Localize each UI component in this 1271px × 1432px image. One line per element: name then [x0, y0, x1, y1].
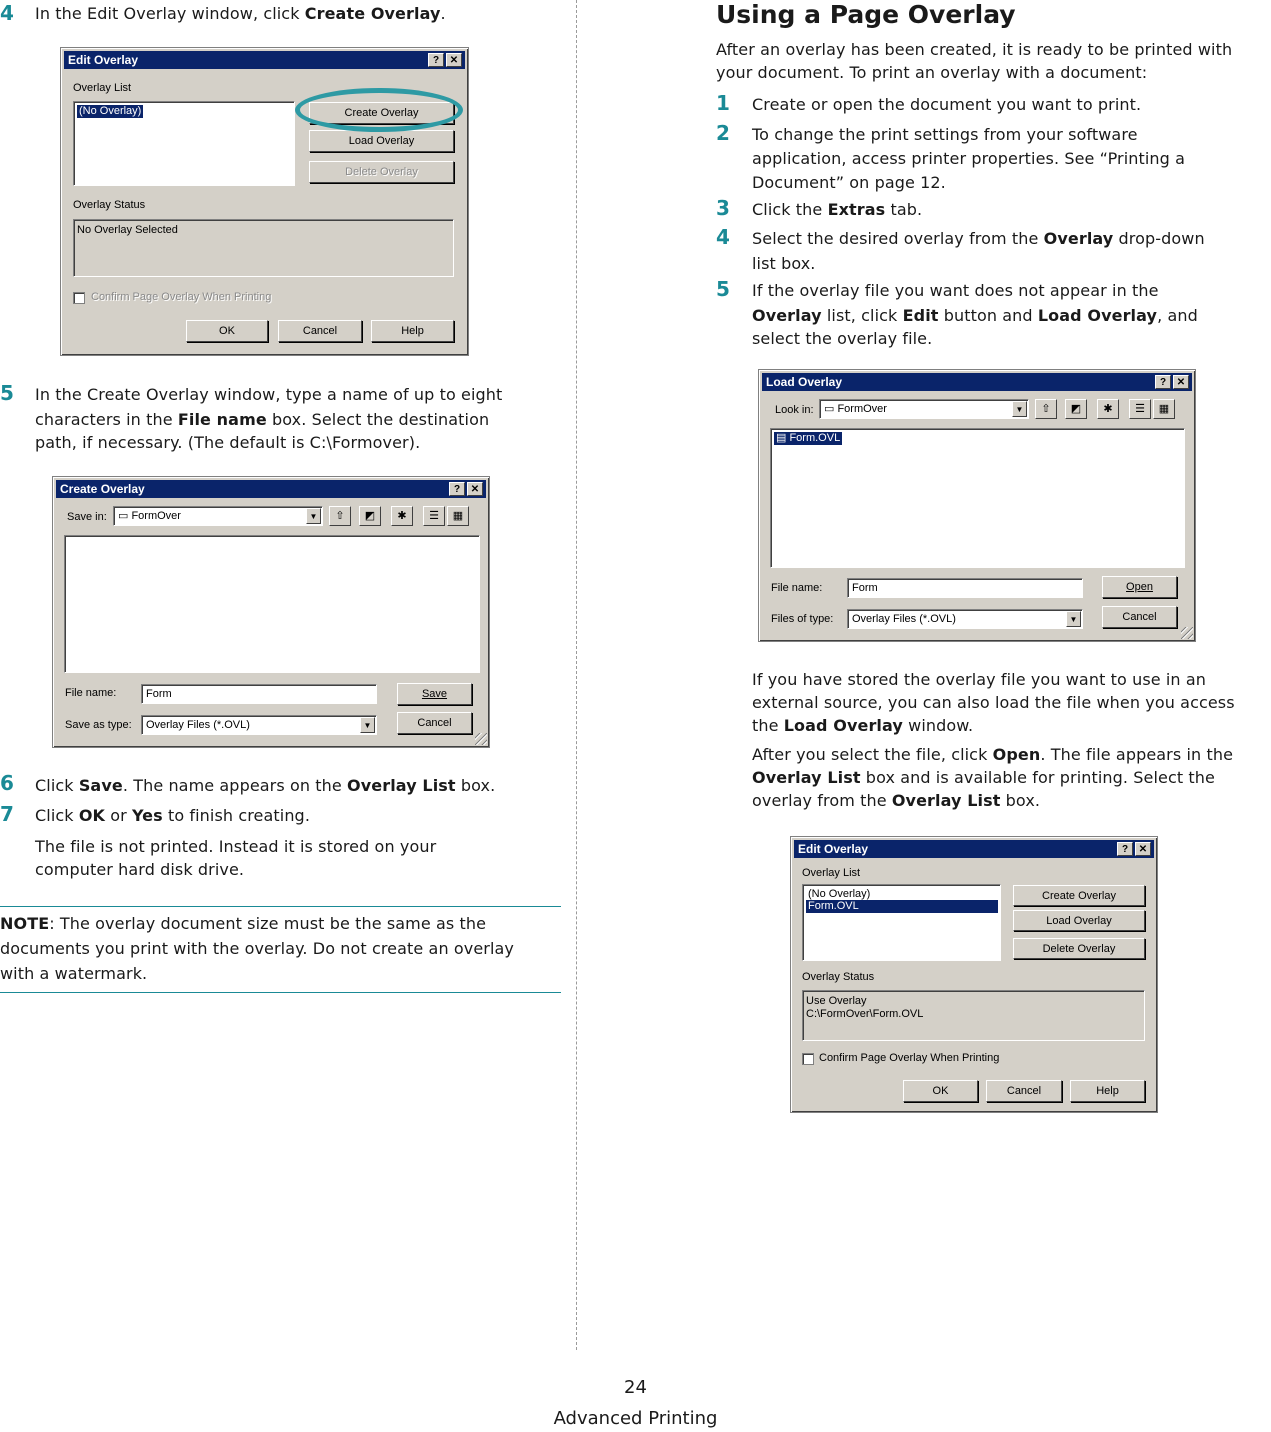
step-text — [35, 2, 446, 27]
note-line: documents you print with the overlay. Do not create an overlay — [0, 939, 514, 958]
text: . — [440, 4, 446, 23]
note-line: with a watermark. — [0, 964, 148, 983]
ok-button[interactable]: OK — [903, 1080, 978, 1102]
help-button[interactable]: Help — [1070, 1080, 1145, 1102]
look-in-combo[interactable] — [819, 399, 1029, 419]
bold-text: Open — [992, 745, 1041, 764]
file-list[interactable] — [770, 428, 1185, 568]
page-number: 24 — [624, 1377, 647, 1398]
dialog-title: Load Overlay — [766, 375, 843, 389]
step-text — [752, 304, 1198, 329]
text: Click — [35, 806, 79, 825]
create-overlay-dialog — [52, 476, 490, 748]
cancel-button[interactable]: Cancel — [986, 1080, 1062, 1102]
bold-text: Overlay — [752, 306, 822, 325]
text: button and — [938, 306, 1038, 325]
step-number: 5 — [0, 381, 14, 405]
step-text: path, if necessary. (The default is C:\Formover). — [35, 433, 421, 452]
overlay-list[interactable] — [73, 101, 295, 186]
files-of-type-combo[interactable] — [847, 609, 1083, 629]
text: tab. — [885, 200, 923, 219]
help-button[interactable]: Help — [371, 320, 454, 342]
delete-overlay-button[interactable]: Delete Overlay — [1013, 938, 1145, 959]
folder-name: FormOver — [837, 403, 887, 415]
bold-text: Load Overlay — [783, 716, 903, 735]
file-name-label: File name: — [771, 582, 823, 594]
bold-text: Yes — [131, 806, 163, 825]
list-item[interactable]: (No Overlay) — [79, 105, 142, 117]
bold-text: Save — [78, 776, 123, 795]
text: drop-down — [1113, 229, 1205, 248]
text: list, click — [821, 306, 903, 325]
desktop-icon[interactable]: ◩ — [359, 506, 381, 526]
bold-text: Extras — [827, 200, 886, 219]
paragraph — [752, 766, 1215, 791]
step-number: 7 — [0, 802, 14, 826]
file-name-input[interactable]: Form — [847, 578, 1083, 598]
text: In the Edit Overlay window, click — [35, 4, 305, 23]
bold-text: Edit — [902, 306, 939, 325]
text: , and — [1157, 306, 1198, 325]
step-text — [752, 198, 922, 223]
bold-text: OK — [78, 806, 106, 825]
overlay-list[interactable] — [802, 884, 1001, 961]
details-view-icon[interactable]: ▦ — [1153, 399, 1175, 419]
type-value: Overlay Files (*.OVL) — [852, 613, 956, 625]
text: : The overlay document size must be the same as the — [49, 914, 487, 933]
list-item[interactable]: (No Overlay) — [808, 888, 871, 900]
step-text — [35, 804, 310, 829]
files-of-type-label: Files of type: — [771, 613, 834, 625]
confirm-label: Confirm Page Overlay When Printing — [819, 1052, 1000, 1064]
close-icon[interactable]: ✕ — [446, 53, 462, 67]
open-button[interactable]: Open — [1102, 576, 1177, 598]
text: box. — [1000, 791, 1041, 810]
bold-text: Overlay List — [752, 768, 861, 787]
load-overlay-button[interactable]: Load Overlay — [309, 130, 454, 152]
step-text: To change the print settings from your software — [752, 125, 1138, 144]
status-text: Use Overlay — [806, 995, 867, 1007]
paragraph: your document. To print an overlay with a document: — [716, 63, 1148, 82]
file-name-label: File name: — [65, 687, 117, 699]
section-heading: Using a Page Overlay — [716, 0, 1016, 29]
confirm-label: Confirm Page Overlay When Printing — [91, 291, 272, 303]
highlight-circle — [295, 88, 463, 132]
ok-button[interactable]: OK — [186, 320, 268, 342]
create-overlay-button[interactable]: Create Overlay — [1013, 885, 1145, 906]
file-name: Form.OVL — [789, 432, 841, 444]
text: characters in the — [35, 410, 178, 429]
help-icon[interactable]: ? — [1117, 842, 1133, 856]
column-separator — [576, 0, 577, 1350]
bold-text: Overlay List — [347, 776, 456, 795]
paragraph: computer hard disk drive. — [35, 860, 245, 879]
list-view-icon[interactable]: ☰ — [423, 506, 445, 526]
divider — [0, 992, 561, 993]
folder-icon: ▭ — [824, 403, 838, 415]
details-view-icon[interactable]: ▦ — [447, 506, 469, 526]
step-text — [35, 408, 489, 433]
save-in-label: Save in: — [67, 511, 107, 523]
file-list[interactable] — [64, 535, 480, 673]
step-number: 2 — [716, 121, 730, 145]
paragraph: external source, you can also load the file when you access — [752, 693, 1235, 712]
edit-overlay-dialog — [790, 836, 1158, 1113]
confirm-checkbox[interactable] — [802, 1053, 814, 1065]
overlay-status-label: Overlay Status — [802, 971, 875, 983]
dialog-titlebar — [56, 480, 486, 498]
file-icon: ▤ — [776, 432, 790, 444]
text: Select the desired overlay from the — [752, 229, 1044, 248]
help-icon[interactable]: ? — [1155, 375, 1171, 389]
text: window. — [902, 716, 974, 735]
up-folder-icon[interactable]: ⇧ — [1035, 399, 1057, 419]
paragraph — [752, 714, 973, 739]
dialog-titlebar — [64, 51, 465, 69]
section-footer: Advanced Printing — [553, 1408, 718, 1429]
up-folder-icon[interactable]: ⇧ — [329, 506, 351, 526]
text: or — [105, 806, 132, 825]
dialog-title: Edit Overlay — [798, 842, 869, 856]
step-number: 4 — [716, 225, 730, 249]
chevron-down-icon[interactable]: ▼ — [306, 508, 321, 524]
look-in-label: Look in: — [775, 404, 814, 416]
dialog-title: Edit Overlay — [68, 53, 139, 67]
resize-grip[interactable] — [475, 733, 487, 745]
text: to finish creating. — [162, 806, 310, 825]
list-item[interactable] — [774, 432, 842, 445]
step-text — [35, 774, 495, 799]
save-as-type-label: Save as type: — [65, 719, 132, 731]
note-line — [0, 912, 565, 937]
paragraph: The file is not printed. Instead it is stored on your — [35, 837, 437, 856]
chevron-down-icon[interactable]: ▼ — [1066, 611, 1081, 627]
step-text: application, access printer properties. See “Printing a — [752, 149, 1186, 168]
close-icon[interactable]: ✕ — [1173, 375, 1189, 389]
status-path: C:\FormOver\Form.OVL — [806, 1008, 924, 1020]
dialog-titlebar — [794, 840, 1154, 858]
overlay-list-label: Overlay List — [802, 867, 861, 879]
step-text: In the Create Overlay window, type a name of up to eight — [35, 385, 503, 404]
text: box and is available for printing. Select the — [860, 768, 1215, 787]
bold-text: File name — [177, 410, 267, 429]
step-text: list box. — [752, 254, 816, 273]
step-text: If the overlay file you want does not appear in the — [752, 281, 1159, 300]
list-item[interactable]: Form.OVL — [806, 900, 998, 913]
step-text: select the overlay file. — [752, 329, 933, 348]
chevron-down-icon[interactable]: ▼ — [1012, 401, 1027, 417]
overlay-list-label: Overlay List — [73, 82, 132, 94]
text: the — [752, 716, 784, 735]
divider — [0, 906, 561, 907]
bold-text: Load Overlay — [1037, 306, 1158, 325]
save-as-type-combo[interactable] — [141, 715, 377, 735]
overlay-status-box — [802, 990, 1145, 1041]
resize-grip[interactable] — [1181, 627, 1193, 639]
folder-icon: ▭ — [118, 510, 132, 522]
new-folder-icon[interactable]: ✱ — [1097, 399, 1119, 419]
paragraph: After an overlay has been created, it is ready to be printed with — [716, 40, 1233, 59]
file-name-input[interactable]: Form — [141, 684, 377, 704]
text: box. — [455, 776, 496, 795]
desktop-icon[interactable]: ◩ — [1065, 399, 1087, 419]
text: Click — [35, 776, 79, 795]
step-text — [752, 227, 1205, 252]
help-icon[interactable]: ? — [449, 482, 465, 496]
overlay-status-box — [73, 219, 454, 277]
step-number: 3 — [716, 196, 730, 220]
new-folder-icon[interactable]: ✱ — [391, 506, 413, 526]
step-number: 1 — [716, 91, 730, 115]
load-overlay-dialog — [758, 369, 1196, 642]
close-icon[interactable]: ✕ — [1135, 842, 1151, 856]
paragraph — [752, 743, 1271, 768]
save-button[interactable]: Save — [397, 683, 472, 705]
text: Click the — [752, 200, 828, 219]
close-icon[interactable]: ✕ — [467, 482, 483, 496]
list-view-icon[interactable]: ☰ — [1129, 399, 1151, 419]
step-text: Create or open the document you want to print. — [752, 95, 1142, 114]
delete-overlay-button[interactable]: Delete Overlay — [309, 161, 454, 183]
text: After you select the file, click — [752, 745, 993, 764]
create-overlay-button[interactable]: Create Overlay — [309, 102, 454, 124]
save-in-combo[interactable] — [113, 506, 323, 526]
load-overlay-button[interactable]: Load Overlay — [1013, 910, 1145, 931]
text: overlay from the — [752, 791, 892, 810]
bold-text: Create Overlay — [304, 4, 441, 23]
folder-name: FormOver — [131, 510, 181, 522]
cancel-button[interactable]: Cancel — [397, 712, 472, 734]
bold-text: Overlay — [1043, 229, 1114, 248]
overlay-status-label: Overlay Status — [73, 199, 146, 211]
note-label: NOTE — [0, 914, 50, 933]
help-icon[interactable]: ? — [428, 53, 444, 67]
paragraph — [752, 789, 1040, 814]
dialog-titlebar — [762, 373, 1192, 391]
type-value: Overlay Files (*.OVL) — [146, 719, 250, 731]
bold-text: Overlay List — [891, 791, 1001, 810]
text: . The file appears in the — [1040, 745, 1234, 764]
step-number: 5 — [716, 277, 730, 301]
confirm-checkbox[interactable] — [73, 292, 85, 304]
text: . The name appears on the — [122, 776, 348, 795]
cancel-button[interactable]: Cancel — [278, 320, 362, 342]
chevron-down-icon[interactable]: ▼ — [360, 717, 375, 733]
step-text: Document” on page 12. — [752, 173, 946, 192]
text: box. Select the destination — [266, 410, 490, 429]
cancel-button[interactable]: Cancel — [1102, 606, 1177, 628]
step-number: 4 — [0, 1, 14, 25]
status-text: No Overlay Selected — [77, 224, 178, 236]
dialog-title: Create Overlay — [60, 482, 145, 496]
step-number: 6 — [0, 771, 14, 795]
paragraph: If you have stored the overlay file you want to use in an — [752, 670, 1207, 689]
